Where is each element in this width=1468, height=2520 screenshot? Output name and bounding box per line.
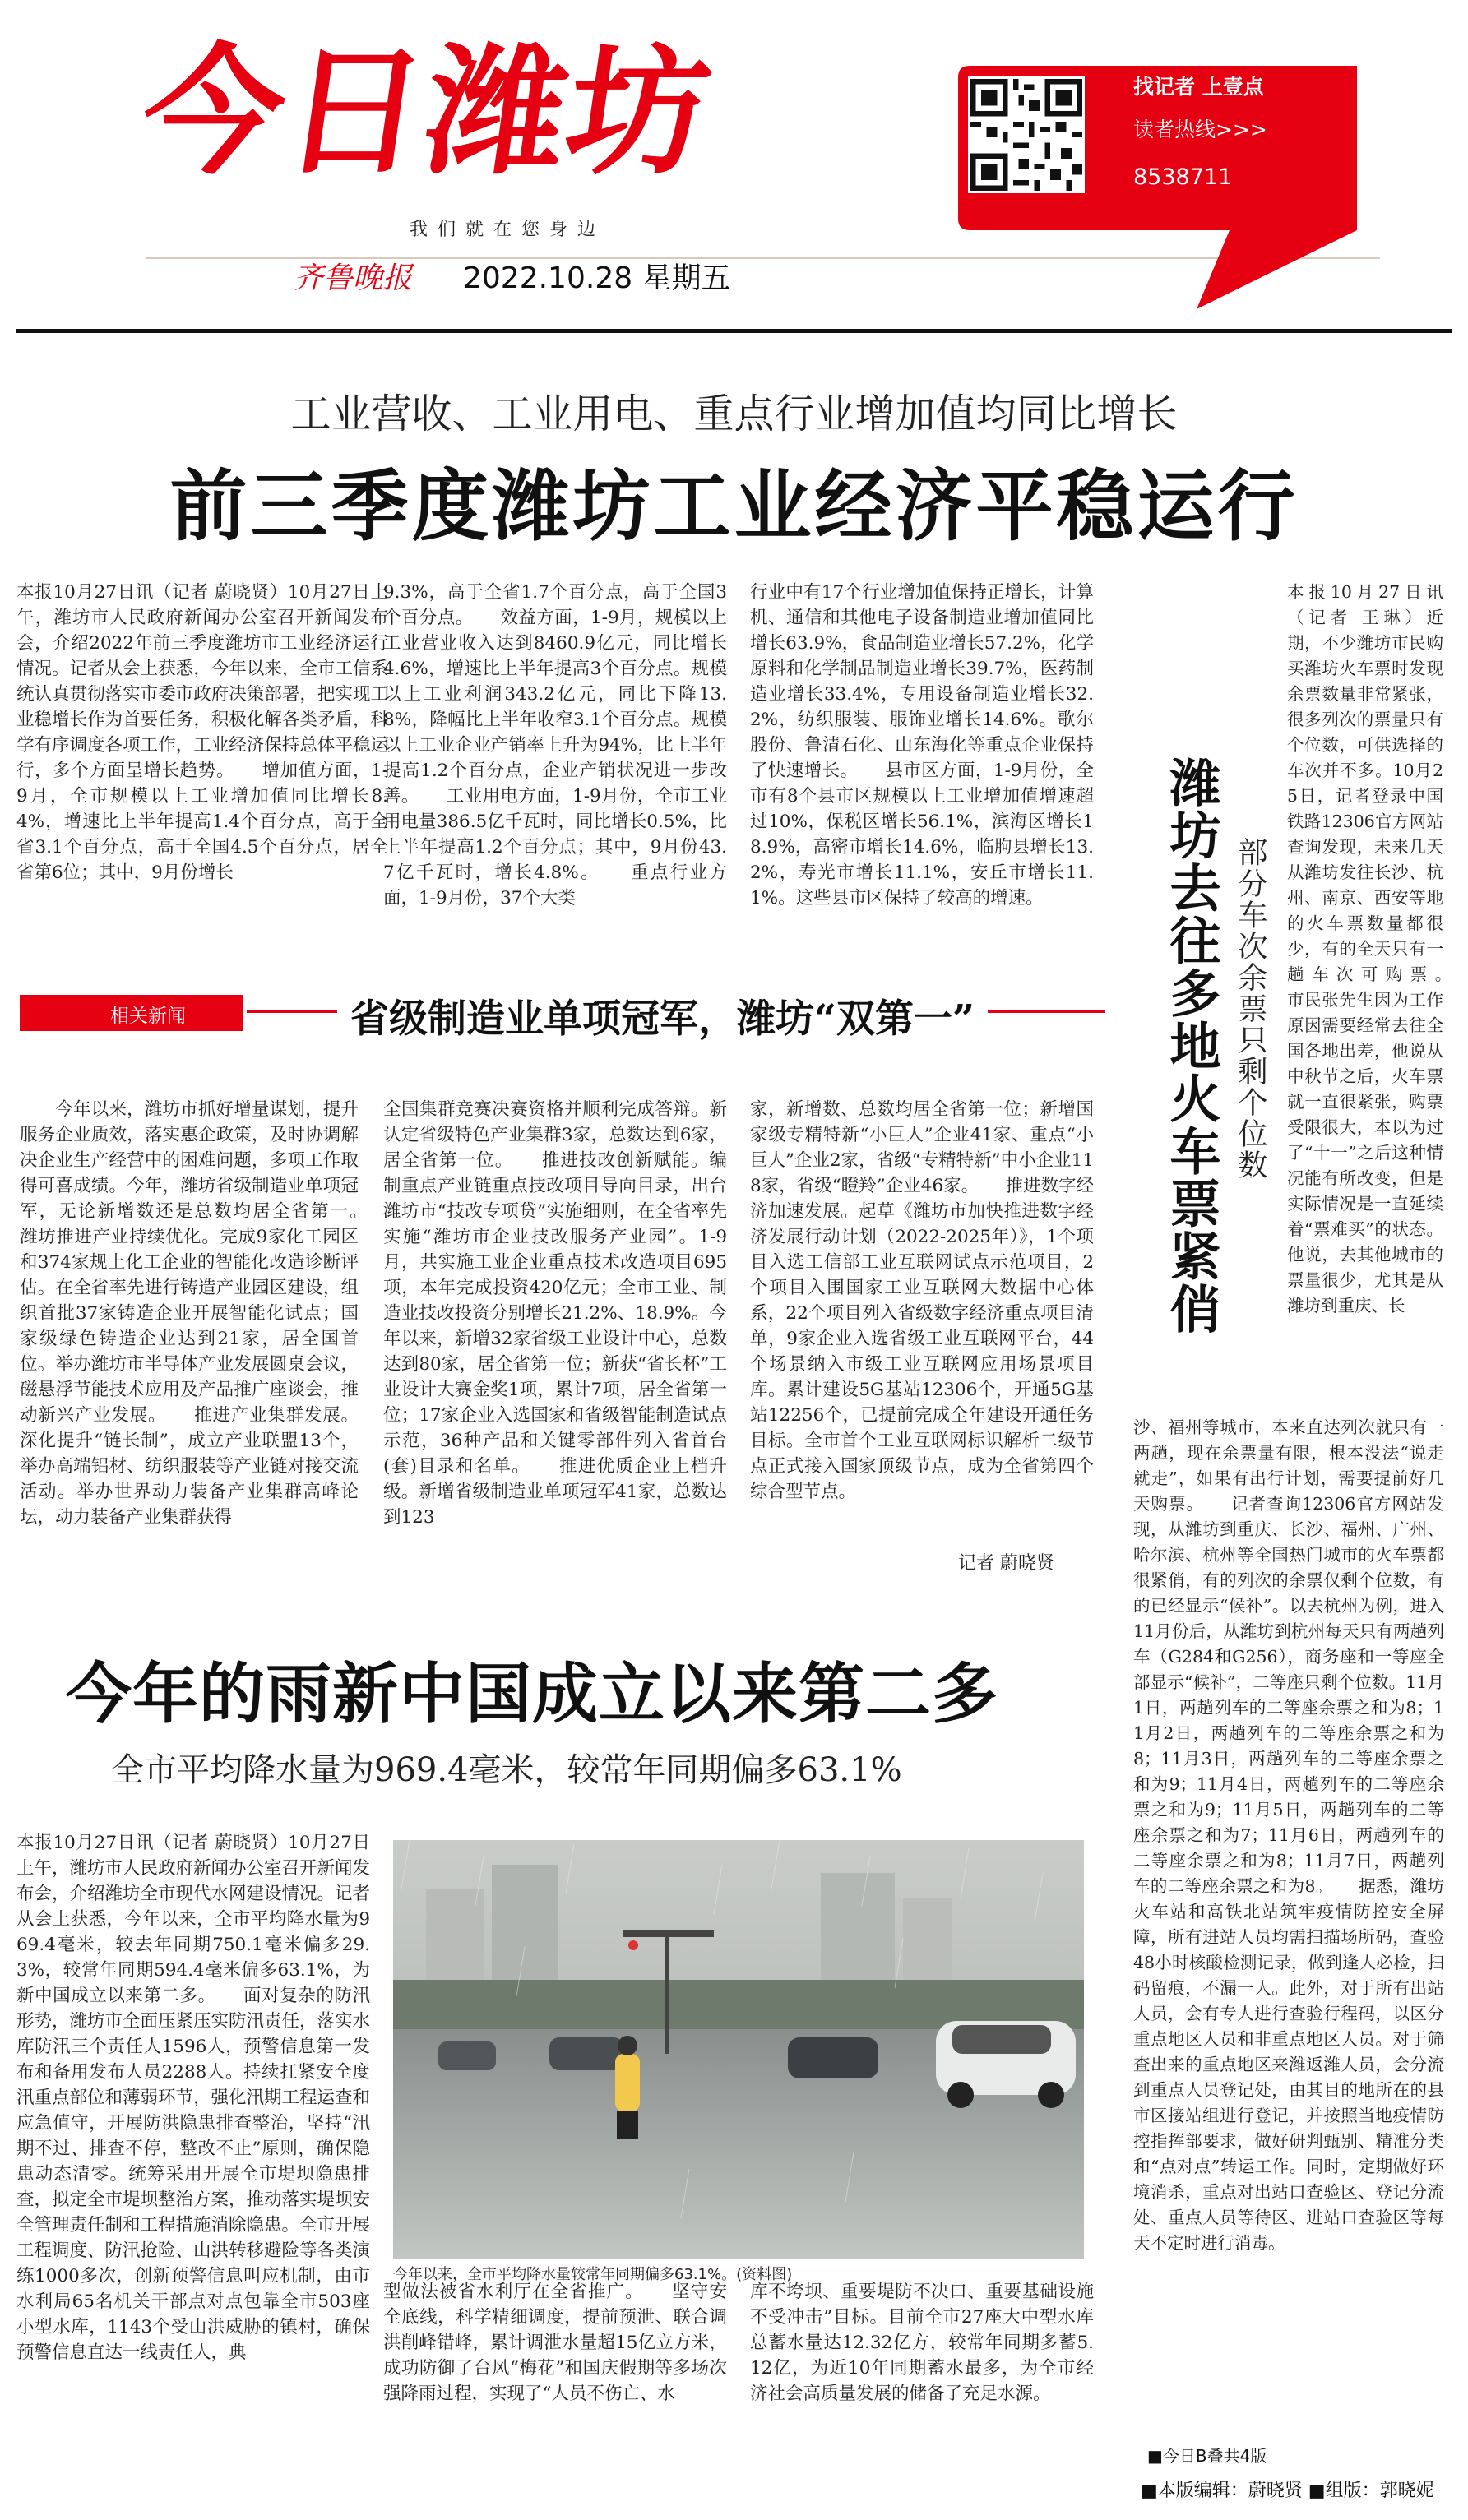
section-label: [20, 995, 243, 1031]
article-column: 家，新增数、总数均居全省第一位；新增国家级专精特新“小巨人”企业41家、重点“小巨人”企业2家，省级“专精特新”中小企业118家，省级“瞪羚”企业46家。 推进数字经济加速发展。起草《潍坊市加快推进数字经济发展行动计划（2022-2025年）》，1个项目入选工信部工业互联网试点示范项目，2个项目入围国家工业互联网大数据中心体系，22个项目列入省级数字经济重点项目清单，9家企业入选省级工业互联网平台，44个场景纳入市级工业互联网应用场景项目库。累计建设5G基站12306个，开通5G基站12256个，已提前完成全年建设开通任务目标。全市首个工业互联网标识解析二级节点正式接入国家顶级节点，成为全省第四个综合型节点。: [750, 1099, 1094, 1502]
header-rule: [16, 329, 1452, 333]
article-headline: 今年的雨新中国成立以来第二多: [66, 1655, 998, 1732]
qr-code-icon[interactable]: [968, 76, 1085, 193]
article-byline: 记者 蔚晓贤: [958, 1553, 1054, 1574]
related-news-headline: 省级制造业单项冠军，潍坊“双第一”: [337, 995, 988, 1044]
article-headline: 前三季度潍坊工业经济平稳运行: [169, 461, 1299, 552]
hotline-number[interactable]: 8538711: [1133, 164, 1233, 190]
article-kicker: 工业营收、工业用电、重点行业增加值均同比增长: [290, 391, 1178, 437]
issue-date: 2022.10.28 星期五: [463, 261, 731, 295]
rainy-street-photo: [393, 1840, 1084, 2259]
article-column: 本报10月27日讯（记者 蔚晓贤）10月27日上午，潍坊市人民政府新闻办公室召开新闻发布会，介绍2022年前三季度潍坊市工业经济运行情况。记者从会上获悉，今年以来，全市工信系统认真贯彻落实市委市政府决策部署，把实现工业稳增长作为首要任务，积极化解各类矛盾，科学有序调度各项工作，工业经济保持总体平稳运行，多个方面呈增长趋势。 增加值方面，1-9月，全市规模以上工业增加值同比增长8.4%，增速比上半年提高1.4个百分点，高于全省3.1个百分点，高于全国4.5个百分点，居全省第6位；其中，9月份增长: [16, 582, 388, 883]
article-column: 9.3%，高于全省1.7个百分点，高于全国3个百分点。 效益方面，1-9月，规模以上工业营业收入达到8460.9亿元，同比增长4.6%，增速比上半年提高3个百分点。规模以上工业利润343.2亿元，同比下降13.8%，降幅比上半年收窄3.1个百分点。规模以上工业企业产销率上升为94%，比上半年提高1.2个百分点，企业产销状况进一步改善。 工业用电方面，1-9月份，全市工业用电量386.5亿千瓦时，同比增长0.5%，比上半年提高1.2个百分点；其中，9月份43.7亿千瓦时，增长4.8%。 重点行业方面，1-9月份，37个大类: [383, 582, 727, 909]
section-label-text: 相关新闻: [110, 1006, 186, 1027]
editor-credits: ■本版编辑：蔚晓贤 ■组版：郭晓妮: [1141, 2481, 1434, 2501]
article-column: 本报10月27日讯（记者 蔚晓贤）10月27日上午，潍坊市人民政府新闻办公室召开新闻发布会，介绍潍坊全市现代水网建设情况。记者从会上获悉，今年以来，全市平均降水量为969.4毫米，较去年同期750.1毫米偏多29.3%，较常年同期594.4毫米偏多63.1%，为新中国成立以来第二多。 面对复杂的防汛形势，潍坊市全面压紧压实防汛责任，落实水库防汛三个责任人1596人，预警信息第一发布和备用发布人员2288人。持续扛紧安全度汛重点部位和薄弱环节，强化汛期工程运查和应急值守，开展防洪隐患排查整治，坚持“汛期不过、排查不停，整改不止”原则，确保隐患动态清零。统筹采用开展全市堤坝隐患排查，拟定全市堤坝整治方案，推动落实堤坝安全管理责任制和工程措施消除隐患。全市开展工程调度、防汛抢险、山洪转移避险等各类演练1000多次，创新预警信息叫应机制，由市水利局65名机关干部点对点包靠全市503座小型水库，1143个受山洪威胁的镇村，确保预警信息直达一线责任人，典: [16, 1833, 370, 2363]
edition-badge-text: ■今日B叠共4版: [1147, 2446, 1267, 2466]
masthead-title: 今日潍坊: [132, 31, 721, 194]
sidebar-body: 沙、福州等城市，本来直达列次就只有一两趟，现在余票量有限，根本没法“说走就走”，如果有出行计划，需要提前好几天购票。 记者查询12306官方网站发现，从潍坊到重庆、长沙、福州、广州、哈尔滨、杭州等全国热门城市的火车票都很紧俏，有的列次的余票仅剩个位数，有的已经显示“候补”。以去杭州为例，进入11月份后，从潍坊到杭州每天只有两趟列车（G284和G256），商务座和一等座全部显示“候补”，二等座只剩个位数。11月1日，两趟列车的二等座余票之和为8；11月2日，两趟列车的二等座余票之和为8；11月3日，两趟列车的二等座余票之和为9；11月4日，两趟列车的二等座余票之和为9；11月5日，两趟列车的二等座余票之和为7；11月6日，两趟列车的二等座余票之和为8；11月7日，两趟列车的二等座余票之和为8。 据悉，潍坊火车站和高铁北站筑牢疫情防控安全屏障，所有进站人员均需扫描场所码，查验48小时核酸检测记录，做到逢人必检，扫码留痕，不漏一人。此外，对于所有出站人员，会有专人进行查验行程码，以区分重点地区人员和非重点地区人员。对于筛查出来的重点地区来潍返潍人员，会分流到重点人员登记处，由其目的地所在的县市区接站组进行登记，并按照当地疫情防控指挥部要求，做好研判甄别、精准分类和“点对点”转运工作。同时，定期做好环境消杀，重点对出站口查验区、登记分流处、重点人员等待区、进站口查验区等每天不定时进行消毒。: [1133, 1417, 1444, 2253]
article-column: 行业中有17个行业增加值保持正增长，计算机、通信和其他电子设备制造业增加值同比增长63.9%，食品制造业增长57.2%，化学原料和化学制品制造业增长39.7%，医药制造业增长33.4%，专用设备制造业增长32.2%，纺织服装、服饰业增长14.6%。歌尔股份、鲁清石化、山东海化等重点企业保持了快速增长。 县市区方面，1-9月份，全市有8个县市区规模以上工业增加值增速超过10%，保税区增长56.1%，滨海区增长18.9%，高密市增长14.6%，临朐县增长13.2%，寿光市增长11.1%，安丘市增长11.1%。这些县市区保持了较高的增速。: [750, 582, 1094, 909]
sidebar-subhead: 部分车次余票只剩个位数: [1234, 837, 1267, 1181]
masthead-slogan: 我们就在您身边: [410, 220, 606, 240]
sidebar-lead: 本报10月27日讯（记者 王琳）近期，不少潍坊市民购买潍坊火车票时发现余票数量非常紧张，很多列次的票量只有个位数，可供选择的车次并不多。10月25日，记者登录中国铁路12306官方网站查询发现，未来几天从潍坊发往长沙、杭州、南京、西安等地的火车票数量都很少，有的全天只有一趟车次可购票。 市民张先生因为工作原因需要经常去往全国各地出差，他说从中秋节之后，火车票就一直很紧张，购票受限很大，本以为过了“十一”之后这种情况能有所改变，但是实际情况是一直延续着“票难买”的状态。他说，去其他城市的票量很少，尤其是从潍坊到重庆、长: [1287, 582, 1443, 1315]
article-column: 库不垮坝、重要堤防不决口、重要基础设施不受冲击”目标。目前全市27座大中型水库总蓄水量达12.32亿方，较常年同期多蓄5.12亿，为近10年同期蓄水最多，为全市经济社会高质量发展的储备了充足水源。: [750, 2282, 1094, 2404]
hotline-label: 读者热线>>>: [1133, 118, 1267, 141]
article-subhead: 全市平均降水量为969.4毫米，较常年同期偏多63.1%: [111, 1751, 902, 1789]
photo-caption: 今年以来，全市平均降水量较常年同期偏多63.1%。(资料图): [393, 2266, 793, 2283]
edition-badge: [1137, 2439, 1368, 2467]
article-column: 全国集群竞赛决赛资格并顺利完成答辩。新认定省级特色产业集群3家，总数达到6家，居全省第一位。 推进技改创新赋能。编制重点产业链重点技改项目导向目录，出台潍坊市“技改专项贷”实施细则，在全省率先实施“潍坊市企业技改服务产业园”。1-9月，共实施工业企业重点技术改造项目695项，本年完成投资420亿元；全市工业、制造业技改投资分别增长21.2%、18.9%。今年以来，新增32家省级工业设计中心，总数达到80家，居全省第一位；新获“省长杯”工业设计大赛金奖1项，累计7项，居全省第一位；17家企业入选国家和省级智能制造试点示范，36种产品和关键零部件列入省首台(套)目录和名单。 推进优质企业上档升级。新增省级制造业单项冠军41家，总数达到123: [383, 1099, 727, 1528]
newspaper-brand: 齐鲁晚报: [294, 261, 413, 295]
article-column: 今年以来，潍坊市抓好增量谋划，提升服务企业质效，落实惠企政策，及时协调解决企业生产经营中的困难问题，多项工作取得可喜成绩。今年，潍坊省级制造业单项冠军，无论新增数还是总数均居全省第一。 潍坊推进产业持续优化。完成9家化工园区和374家规上化工企业的智能化改造诊断评估。在全省率先进行铸造产业园区建设，组织首批37家铸造企业开展智能化试点；国家级绿色铸造企业达到21家，居全国首位。举办潍坊市半导体产业发展圆桌会议，磁悬浮节能技术应用及产品推广座谈会，推动新兴产业发展。 推进产业集群发展。深化提升“链长制”，成立产业联盟13个，举办高端铝材、纺织服装等产业链对接交流活动。举办世界动力装备产业集群高峰论坛，动力装备产业集群获得: [20, 1099, 359, 1528]
article-column: 型做法被省水利厅在全省推广。 坚守安全底线，科学精细调度，提前预泄、联合调洪削峰错峰，累计调泄水量超15亿立方米，成功防御了台风“梅花”和国庆假期等多场次强降雨过程，实现了“人员不伤亡、水: [383, 2282, 727, 2404]
sidebar-headline: 潍坊去往多地火车票紧俏: [1161, 756, 1221, 1335]
promo-text: 找记者 上壹点: [1133, 75, 1264, 99]
